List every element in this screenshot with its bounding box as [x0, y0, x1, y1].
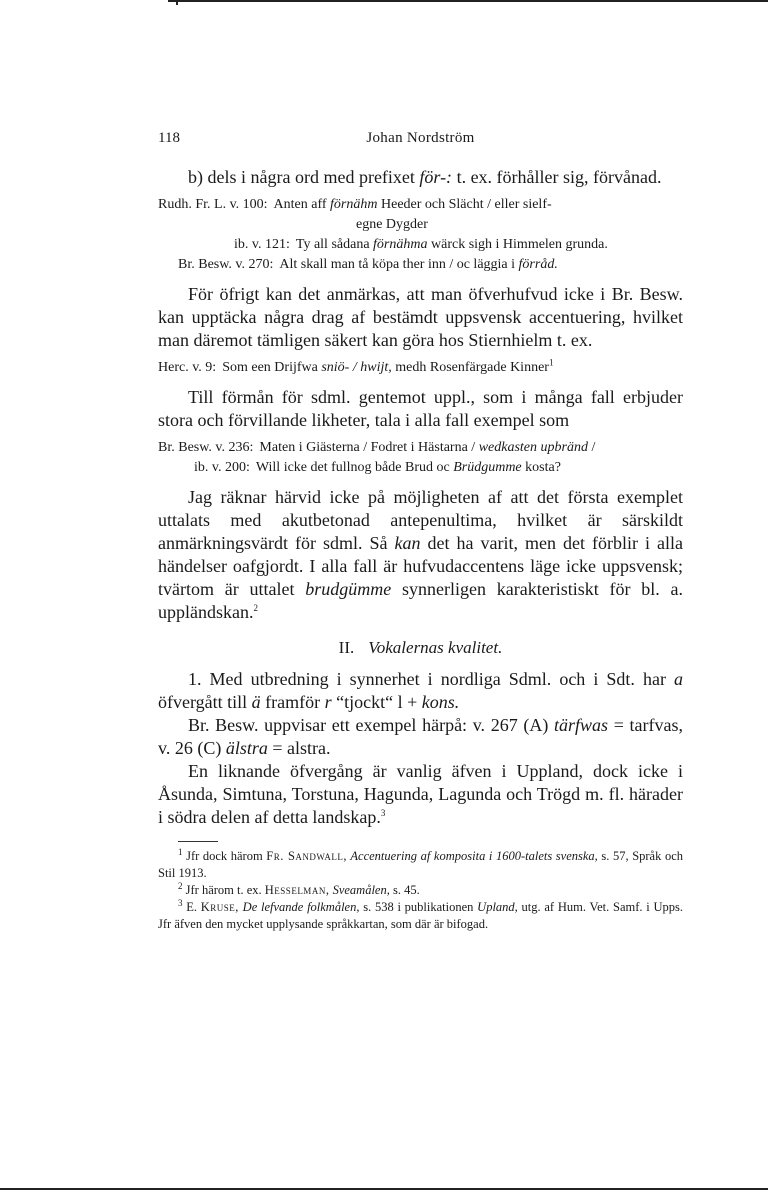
- quote-line: ib. v. 121: Ty all sådana förnähma wärck sigh i Himmelen grunda.: [234, 237, 608, 252]
- quote-block-2: [158, 438, 683, 478]
- footnote-ref: 2: [253, 603, 258, 613]
- paragraph-b: b) dels i några ord med prefixet för-: t. ex. förhåller sig, förvånad.: [188, 167, 662, 187]
- paragraph-4: 1. Med utbredning i synnerhet i nordliga Sdml. och i Sdt. har a öfvergått till ä framför r “tjockt“ l + kons.: [158, 669, 683, 712]
- quote-line: Rudh. Fr. L. v. 100: Anten aff förnähm Heeder och Slächt / eller sielf-: [158, 197, 552, 212]
- footnotes: [158, 848, 683, 933]
- quote-line: Br. Besw. v. 236: Maten i Giästerna / Fodret i Hästarna / wedkasten upbränd /: [158, 440, 596, 455]
- paragraph-1: För öfrigt kan det anmärkas, att man öfverhufvud icke i Br. Besw. kan upptäcka några drag af bestämdt uppsvensk accentuering, hvilket man däremot tämligen säkert kan göra hos Stiernhielm t. ex.: [158, 284, 683, 350]
- footnote-ref: 1: [548, 357, 554, 368]
- quote-herc: [158, 358, 683, 378]
- paragraph-2: Till förmån för sdml. gentemot uppl., som i många fall erbjuder stora och förvillande likheter, tala i alla fall exempel som: [158, 387, 683, 430]
- quote-line: ib. v. 200: Will icke det fullnog både Brud oc Brüdgumme kosta?: [194, 460, 561, 475]
- footnote: $^1$ Jfr dock härom Fr. Sandwall, Accentuering af komposita i 1600-talets svenska, s. 57, Språk och Stil 1913.: [158, 846, 683, 880]
- quote-block-1: [158, 195, 683, 275]
- book-page: [158, 130, 683, 933]
- footnote-rule: [178, 841, 218, 842]
- paragraph-3: Jag räknar härvid icke på möjligheten af att det första exemplet uttalats med akutbetonad antepenultima, hvilket är särskildt anmärkningsvärdt för sdml. Så kan det ha varit, men det förblir i alla händelser oafgjordt. I alla fall är hufvudaccentens läge icke uppsvensk; tvärtom är uttalet brudgümme synnerligen karakteristiskt för bl. a. uppländskan.$^2$: [158, 487, 683, 622]
- section-heading: II. Vokalernas kvalitet.: [338, 638, 503, 657]
- running-head: Johan Nordström: [366, 130, 475, 146]
- quote-line: Herc. v. 9: Som een Drijfwa sniö- / hwijt, medh Rosenfärgade Kinner$^1$: [158, 357, 554, 375]
- top-scan-edge: [168, 0, 768, 2]
- page-header: [158, 130, 683, 160]
- page-number: 118: [158, 130, 180, 146]
- quote-continuation: egne Dygder: [356, 217, 428, 232]
- footnote-ref: 3: [380, 808, 386, 818]
- scan-mark: [176, 2, 178, 5]
- quote-line: Br. Besw. v. 270: Alt skall man tå köpa ther inn / oc läggia i förråd.: [178, 257, 558, 272]
- paragraph-6: En liknande öfvergång är vanlig äfven i Uppland, dock icke i Åsunda, Simtuna, Torstuna, Hagunda, Lagunda och Trögd m. fl. härader i södra delen af detta landskap.$^3$: [158, 761, 683, 827]
- paragraph-5: Br. Besw. uppvisar ett exempel härpå: v. 267 (A) tärfwas = tarfvas, v. 26 (C) älstra = alstra.: [158, 715, 683, 758]
- footnote: $^2$ Jfr härom t. ex. Hesselman, Sveamålen, s. 45.: [178, 880, 420, 897]
- footnote: $^3$ E. Kruse, De lefvande folkmålen, s. 538 i publikationen Upland, utg. af Hum. Vet. Samf. i Upps. Jfr äfven den mycket upplysande språkkartan, som där är bifogad.: [158, 897, 683, 931]
